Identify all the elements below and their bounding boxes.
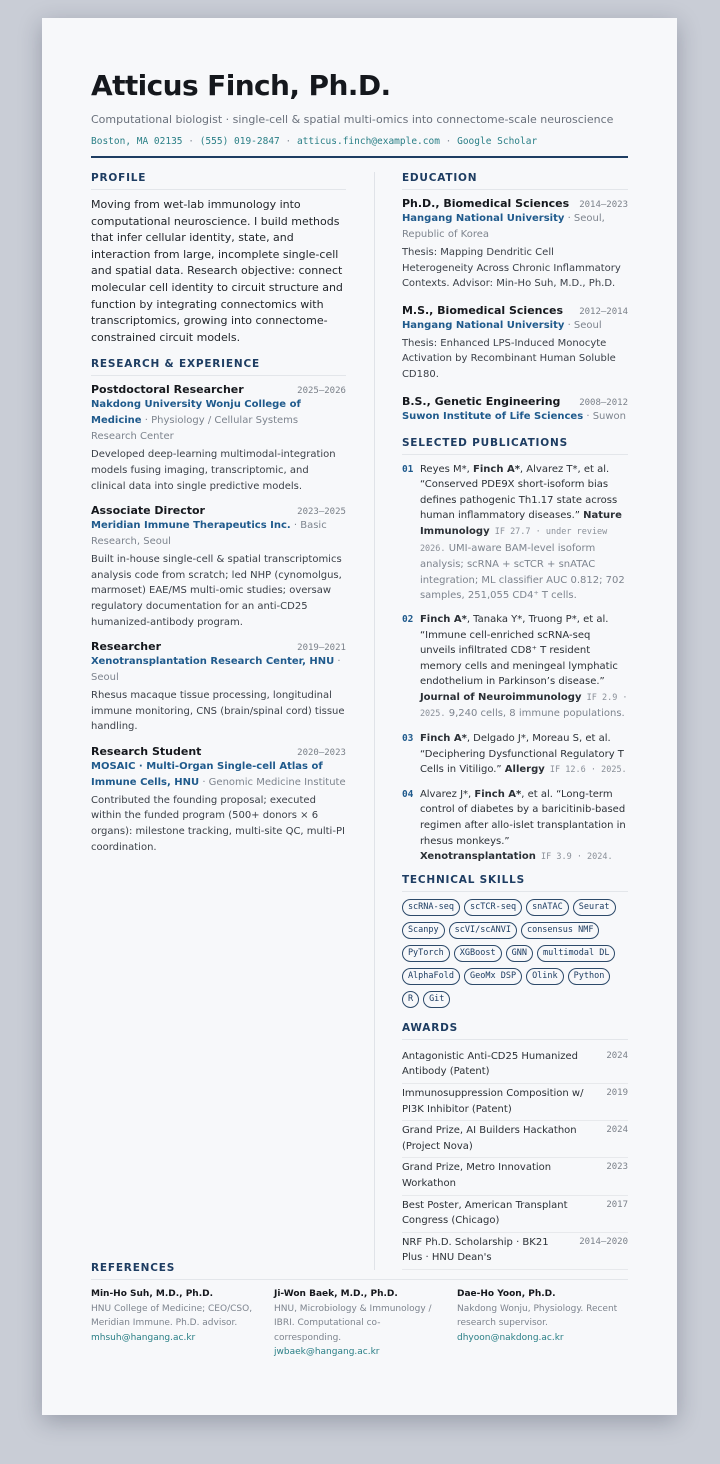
publication-item	[402, 612, 628, 723]
award-date: 2023	[606, 1162, 628, 1173]
skills-heading: TECHNICAL SKILLS	[402, 874, 628, 892]
education-entry	[402, 304, 628, 383]
experience-description: Contributed the founding proposal; executed within the funded program (500+ donors × 6 organs): milestone tracking, multi-site QC, multi-PI coordination.	[91, 794, 345, 853]
profile-text: Moving from wet-lab immunology into computational neuroscience. I build methods that infer cellular identity, state, and interaction from large, incomplete single-cell and spatial data. Research objective: connect molecular cell identity to circuit structure and function by integrating connectomics with transcriptomics, growing into connectome-constrained circuit models.	[91, 198, 343, 344]
award-item	[402, 1047, 628, 1084]
left-column	[91, 172, 375, 1270]
institution-location: · Suwon	[583, 410, 627, 422]
experience-dates: 2025–2026	[297, 386, 346, 397]
publication-item	[402, 462, 628, 604]
experience-role: Postdoctoral Researcher	[91, 383, 244, 397]
education-degree: B.S., Genetic Engineering	[401, 394, 561, 408]
publication-citation	[420, 462, 628, 604]
skill-chip: Scanpy	[402, 922, 445, 939]
reference-name: Dae-Ho Yoon, Ph.D.	[457, 1289, 556, 1299]
award-name: NRF Ph.D. Scholarship · BK21 Plus · HNU Dean's	[401, 1236, 549, 1264]
publication-number: 02	[401, 613, 414, 625]
experience-organization	[91, 654, 346, 686]
references-section	[91, 1262, 628, 1360]
publications-list	[402, 462, 628, 866]
award-date: 2019	[606, 1088, 628, 1098]
publication-title: , Delgado J*, Moreau S, et al. “Deciphering Dysfunctional Regulatory T Cells in Vitiligo.”	[419, 733, 624, 776]
reference-card	[91, 1287, 262, 1360]
award-name: Immunosuppression Composition w/ PI3K Inhibitor (Patent)	[401, 1088, 584, 1115]
skill-chip: Git	[423, 991, 450, 1008]
entry-header	[402, 395, 628, 408]
publication-self-author: Finch A*	[474, 788, 522, 800]
publication-note: 9,240 cells, 8 immune populations.	[445, 708, 625, 720]
publication-item	[402, 731, 628, 779]
publication-journal: Nature Immunology	[419, 510, 622, 537]
award-name: Best Poster, American Transplant Congress (Chicago)	[401, 1199, 568, 1227]
skill-chip: snATAC	[526, 899, 569, 916]
education-thesis: Thesis: Enhanced LPS-Induced Monocyte Activation by Recombinant Human Soluble CD180.	[401, 337, 616, 380]
award-name: Grand Prize, AI Builders Hackathon (Project Nova)	[401, 1125, 577, 1152]
reference-card	[457, 1287, 628, 1360]
profile-heading: PROFILE	[91, 172, 346, 190]
reference-email[interactable]: jwbaek@hangang.ac.kr	[274, 1347, 380, 1357]
experience-entry	[91, 640, 346, 735]
publication-citation	[420, 612, 628, 723]
publication-title: , Tanaka Y*, Truong P*, et al. “Immune cell-enriched scRNA-seq unveils infiltrated CD8⁺ T resident memory cells and meningeal lymphatic endothelium in Parkinson’s disease.”	[419, 613, 618, 688]
experience-entry	[91, 745, 346, 855]
experience-organization	[91, 759, 346, 791]
publication-authors-before: Alvarez J*,	[419, 788, 475, 800]
institution-name: Suwon Institute of Life Sciences	[401, 410, 584, 422]
experience-dates: 2020–2023	[297, 747, 346, 758]
publication-citation	[420, 731, 628, 779]
publication-impact: IF 3.9 · 2024.	[535, 852, 613, 863]
award-date: 2017	[606, 1199, 628, 1210]
skill-chip: scTCR-seq	[464, 899, 522, 916]
right-column	[375, 172, 628, 1270]
entry-header	[91, 383, 346, 396]
skill-chip: Olink	[526, 968, 564, 985]
contact-line	[91, 136, 628, 158]
organization-name: MOSAIC · Multi-Organ Single-cell Atlas of Immune Cells, HNU	[91, 760, 323, 788]
education-heading: EDUCATION	[402, 172, 628, 190]
experience-entry	[91, 383, 346, 494]
experience-role: Associate Director	[91, 504, 205, 518]
reference-description: HNU, Microbiology & Immunology / IBRI. Computational co-corresponding.	[274, 1303, 432, 1343]
publication-authors-before: Reyes M*,	[419, 463, 474, 475]
publication-impact: IF 27.7 · under review 2026.	[419, 526, 608, 554]
skill-chip: XGBoost	[454, 945, 502, 962]
education-institution	[402, 409, 628, 425]
contact-separator: ·	[279, 136, 297, 147]
skill-chip: scRNA-seq	[402, 899, 460, 916]
skill-chip: multimodal DL	[537, 945, 616, 962]
organization-location: · Physiology / Cellular Systems Research Center	[91, 415, 299, 443]
organization-location: · Seoul	[91, 656, 341, 684]
institution-location: · Seoul, Republic of Korea	[401, 213, 605, 240]
institution-location: · Seoul	[564, 319, 602, 331]
contact-email[interactable]: atticus.finch@example.com	[296, 136, 440, 147]
publication-impact: IF 2.9 · 2025.	[419, 692, 628, 720]
award-item	[402, 1196, 628, 1233]
publication-number: 01	[401, 463, 414, 475]
education-dates: 2014–2023	[579, 200, 628, 210]
publication-number: 03	[401, 733, 414, 745]
experience-organization	[91, 518, 346, 550]
experience-description: Developed deep-learning multimodal-integration models fusing imaging, transcriptomic, and clinical data into single predictive models.	[91, 449, 336, 492]
publication-impact: IF 12.6 · 2025.	[544, 765, 627, 776]
skill-chip: GNN	[506, 945, 533, 962]
skill-chip: scVI/scANVI	[449, 922, 517, 939]
experience-role: Research Student	[91, 744, 202, 758]
reference-description: Nakdong Wonju, Physiology. Recent research supervisor.	[457, 1303, 618, 1328]
skill-chip: Python	[568, 968, 611, 985]
publication-self-author: Finch A*	[419, 613, 467, 625]
education-institution	[402, 211, 628, 243]
experience-heading: RESEARCH & EXPERIENCE	[91, 358, 346, 376]
experience-role: Researcher	[91, 640, 162, 654]
education-degree: M.S., Biomedical Sciences	[401, 303, 564, 317]
skill-chip: consensus NMF	[521, 922, 600, 939]
organization-location: · Genomic Medicine Institute	[199, 776, 346, 788]
institution-name: Hangang National University	[401, 319, 565, 331]
publication-title: , Alvarez T*, et al. “Conserved PDE9X short-isoform bias defines pathogenic Th1.17 state across human inflammatory diseases.”	[419, 463, 618, 522]
education-degree: Ph.D., Biomedical Sciences	[401, 197, 570, 210]
experience-dates: 2023–2025	[297, 507, 346, 518]
reference-name: Min-Ho Suh, M.D., Ph.D.	[91, 1289, 214, 1299]
entry-header	[91, 504, 346, 517]
reference-email[interactable]: dhyoon@nakdong.ac.kr	[457, 1332, 564, 1343]
contact-location: Boston, MA 02135	[91, 136, 183, 147]
publications-heading: SELECTED PUBLICATIONS	[402, 437, 628, 455]
publication-item	[402, 787, 628, 866]
award-name: Grand Prize, Metro Innovation Workathon	[401, 1162, 552, 1189]
publication-self-author: Finch A*	[473, 463, 520, 475]
reference-card	[274, 1287, 445, 1360]
publication-journal: Journal of Neuroimmunology	[419, 691, 582, 703]
award-date: 2024	[606, 1050, 628, 1061]
award-name: Antagonistic Anti-CD25 Humanized Antibody (Patent)	[401, 1050, 578, 1078]
award-item	[402, 1084, 628, 1121]
organization-name: Meridian Immune Therapeutics Inc.	[91, 520, 291, 532]
skills-list	[402, 899, 628, 1008]
skill-chip: GeoMx DSP	[464, 968, 522, 985]
award-item	[402, 1158, 628, 1195]
publication-journal: Xenotransplantation	[419, 851, 536, 863]
education-thesis: Thesis: Mapping Dendritic Cell Heterogeneity Across Chronic Inflammatory Contexts. Advisor: Min-Ho Suh, M.D., Ph.D.	[401, 247, 621, 290]
reference-email[interactable]: mhsuh@hangang.ac.kr	[91, 1332, 196, 1343]
experience-list	[91, 383, 346, 855]
award-date: 2014–2020	[579, 1236, 628, 1247]
candidate-name: Atticus Finch, Ph.D.	[91, 69, 391, 102]
publication-journal: Allergy	[504, 764, 545, 776]
award-date: 2024	[606, 1125, 628, 1136]
experience-organization	[91, 397, 346, 445]
entry-header	[402, 304, 628, 317]
reference-description: HNU College of Medicine; CEO/CSO, Meridian Immune. Ph.D. advisor.	[91, 1303, 253, 1328]
contact-separator: ·	[439, 136, 458, 147]
publication-title: , et al. “Long-term control of diabetes by a baricitinib-based regimen after allo-islet transplantation in rhesus monkeys.”	[419, 788, 626, 847]
education-entry	[402, 395, 628, 425]
entry-header	[402, 197, 628, 210]
experience-description: Built in-house single-cell & spatial transcriptomics analysis code from scratch; led NHP (cynomolgus, marmoset) EAE/MS multi-omic studies; oversaw regulatory documentation for an anti-CD25 humanized-antibody program.	[91, 554, 342, 628]
education-entry	[402, 197, 628, 292]
references-heading: REFERENCES	[91, 1262, 628, 1280]
publication-number: 04	[401, 788, 414, 800]
contact-phone[interactable]: (555) 019-2847	[199, 136, 280, 147]
contact-separator: ·	[182, 136, 200, 147]
skill-chip: Seurat	[573, 899, 616, 916]
award-item	[402, 1121, 628, 1158]
experience-description: Rhesus macaque tissue processing, longitudinal immune monitoring, CNS (brain/spinal cord) tissue handling.	[91, 690, 345, 733]
education-dates: 2012–2014	[579, 306, 628, 317]
entry-header	[91, 640, 346, 653]
organization-name: Xenotransplantation Research Center, HNU	[91, 656, 335, 668]
organization-location: · Basic Research, Seoul	[91, 520, 327, 548]
entry-header	[91, 745, 346, 758]
publication-citation	[420, 787, 628, 866]
references-list	[91, 1287, 628, 1360]
institution-name: Hangang National University	[401, 213, 565, 224]
publication-note: UMI-aware BAM-level isoform analysis; scRNA + scTCR + snATAC integration; ML classifier AUC 0.812; 702 samples, 251,055 CD4⁺ T cells.	[419, 542, 625, 602]
awards-heading: AWARDS	[402, 1022, 628, 1040]
reference-name: Ji-Won Baek, M.D., Ph.D.	[274, 1289, 398, 1299]
resume-page	[42, 18, 677, 1415]
organization-name: Nakdong University Wonju College of Medicine	[91, 399, 301, 427]
education-list	[402, 197, 628, 425]
publication-self-author: Finch A*	[419, 733, 467, 745]
experience-entry	[91, 504, 346, 630]
awards-list	[402, 1047, 628, 1270]
education-dates: 2008–2012	[579, 397, 628, 408]
skill-chip: PyTorch	[402, 945, 450, 962]
google-scholar-link[interactable]: Google Scholar	[457, 136, 538, 147]
skill-chip: AlphaFold	[402, 968, 460, 985]
skill-chip: R	[402, 991, 419, 1008]
tagline: Computational biologist · single-cell & spatial multi-omics into connectome-scale neuroscience	[91, 113, 614, 126]
education-institution	[402, 318, 628, 334]
experience-dates: 2019–2021	[297, 643, 346, 654]
